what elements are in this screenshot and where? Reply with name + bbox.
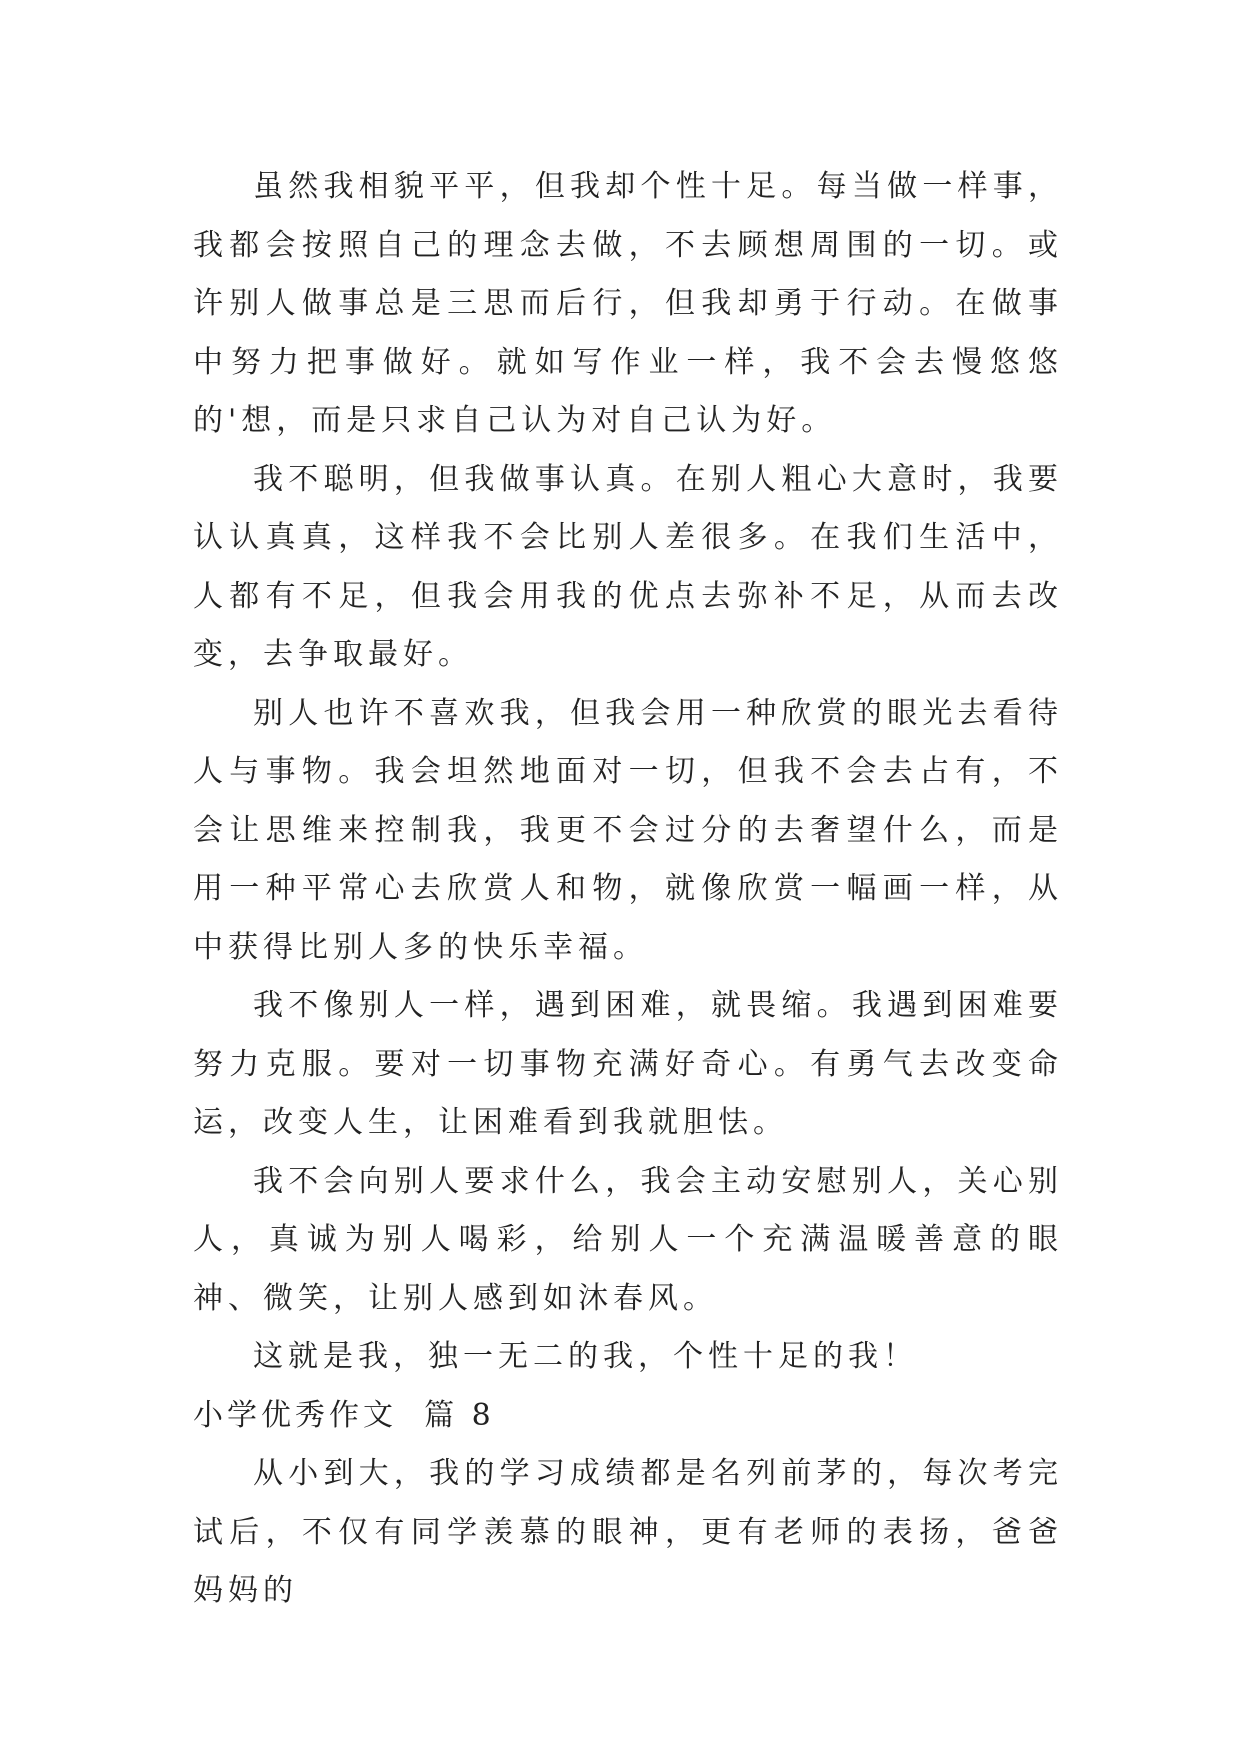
paragraph-2: 我不聪明，但我做事认真。在别人粗心大意时，我要认认真真，这样我不会比别人差很多。在我们生活中，人都有不足，但我会用我的优点去弥补不足，从而去改变，去争取最好。 [193, 461, 1063, 672]
paragraph-3: 别人也许不喜欢我，但我会用一种欣赏的眼光去看待人与事物。我会坦然地面对一切，但我不会去占有，不会让思维来控制我，我更不会过分的去奢望什么，而是用一种平常心去欣赏人和物，就像欣赏一幅画一样，从中获得比别人多的快乐幸福。 [193, 695, 1063, 965]
document-body [193, 158, 1063, 1621]
paragraph-4: 我不像别人一样，遇到困难，就畏缩。我遇到困难要努力克服。要对一切事物充满好奇心。有勇气去改变命运，改变人生，让困难看到我就胆怯。 [193, 988, 1063, 1140]
paragraph-6: 这就是我，独一无二的我，个性十足的我！ [253, 1339, 918, 1374]
section-heading: 小学优秀作文 篇 8 [193, 1397, 495, 1433]
paragraph-1: 虽然我相貌平平，但我却个性十足。每当做一样事，我都会按照自己的理念去做，不去顾想周围的一切。或许别人做事总是三思而后行，但我却勇于行动。在做事中努力把事做好。就如写作业一样，我不会去慢悠悠的'想，而是只求自己认为对自己认为好。 [193, 169, 1063, 438]
section-paragraph-1: 从小到大，我的学习成绩都是名列前茅的，每次考完试后，不仅有同学羡慕的眼神，更有老师的表扬，爸爸妈妈的 [193, 1456, 1063, 1608]
paragraph-5: 我不会向别人要求什么，我会主动安慰别人，关心别人，真诚为别人喝彩，给别人一个充满温暖善意的眼神、微笑，让别人感到如沐春风。 [193, 1163, 1063, 1316]
